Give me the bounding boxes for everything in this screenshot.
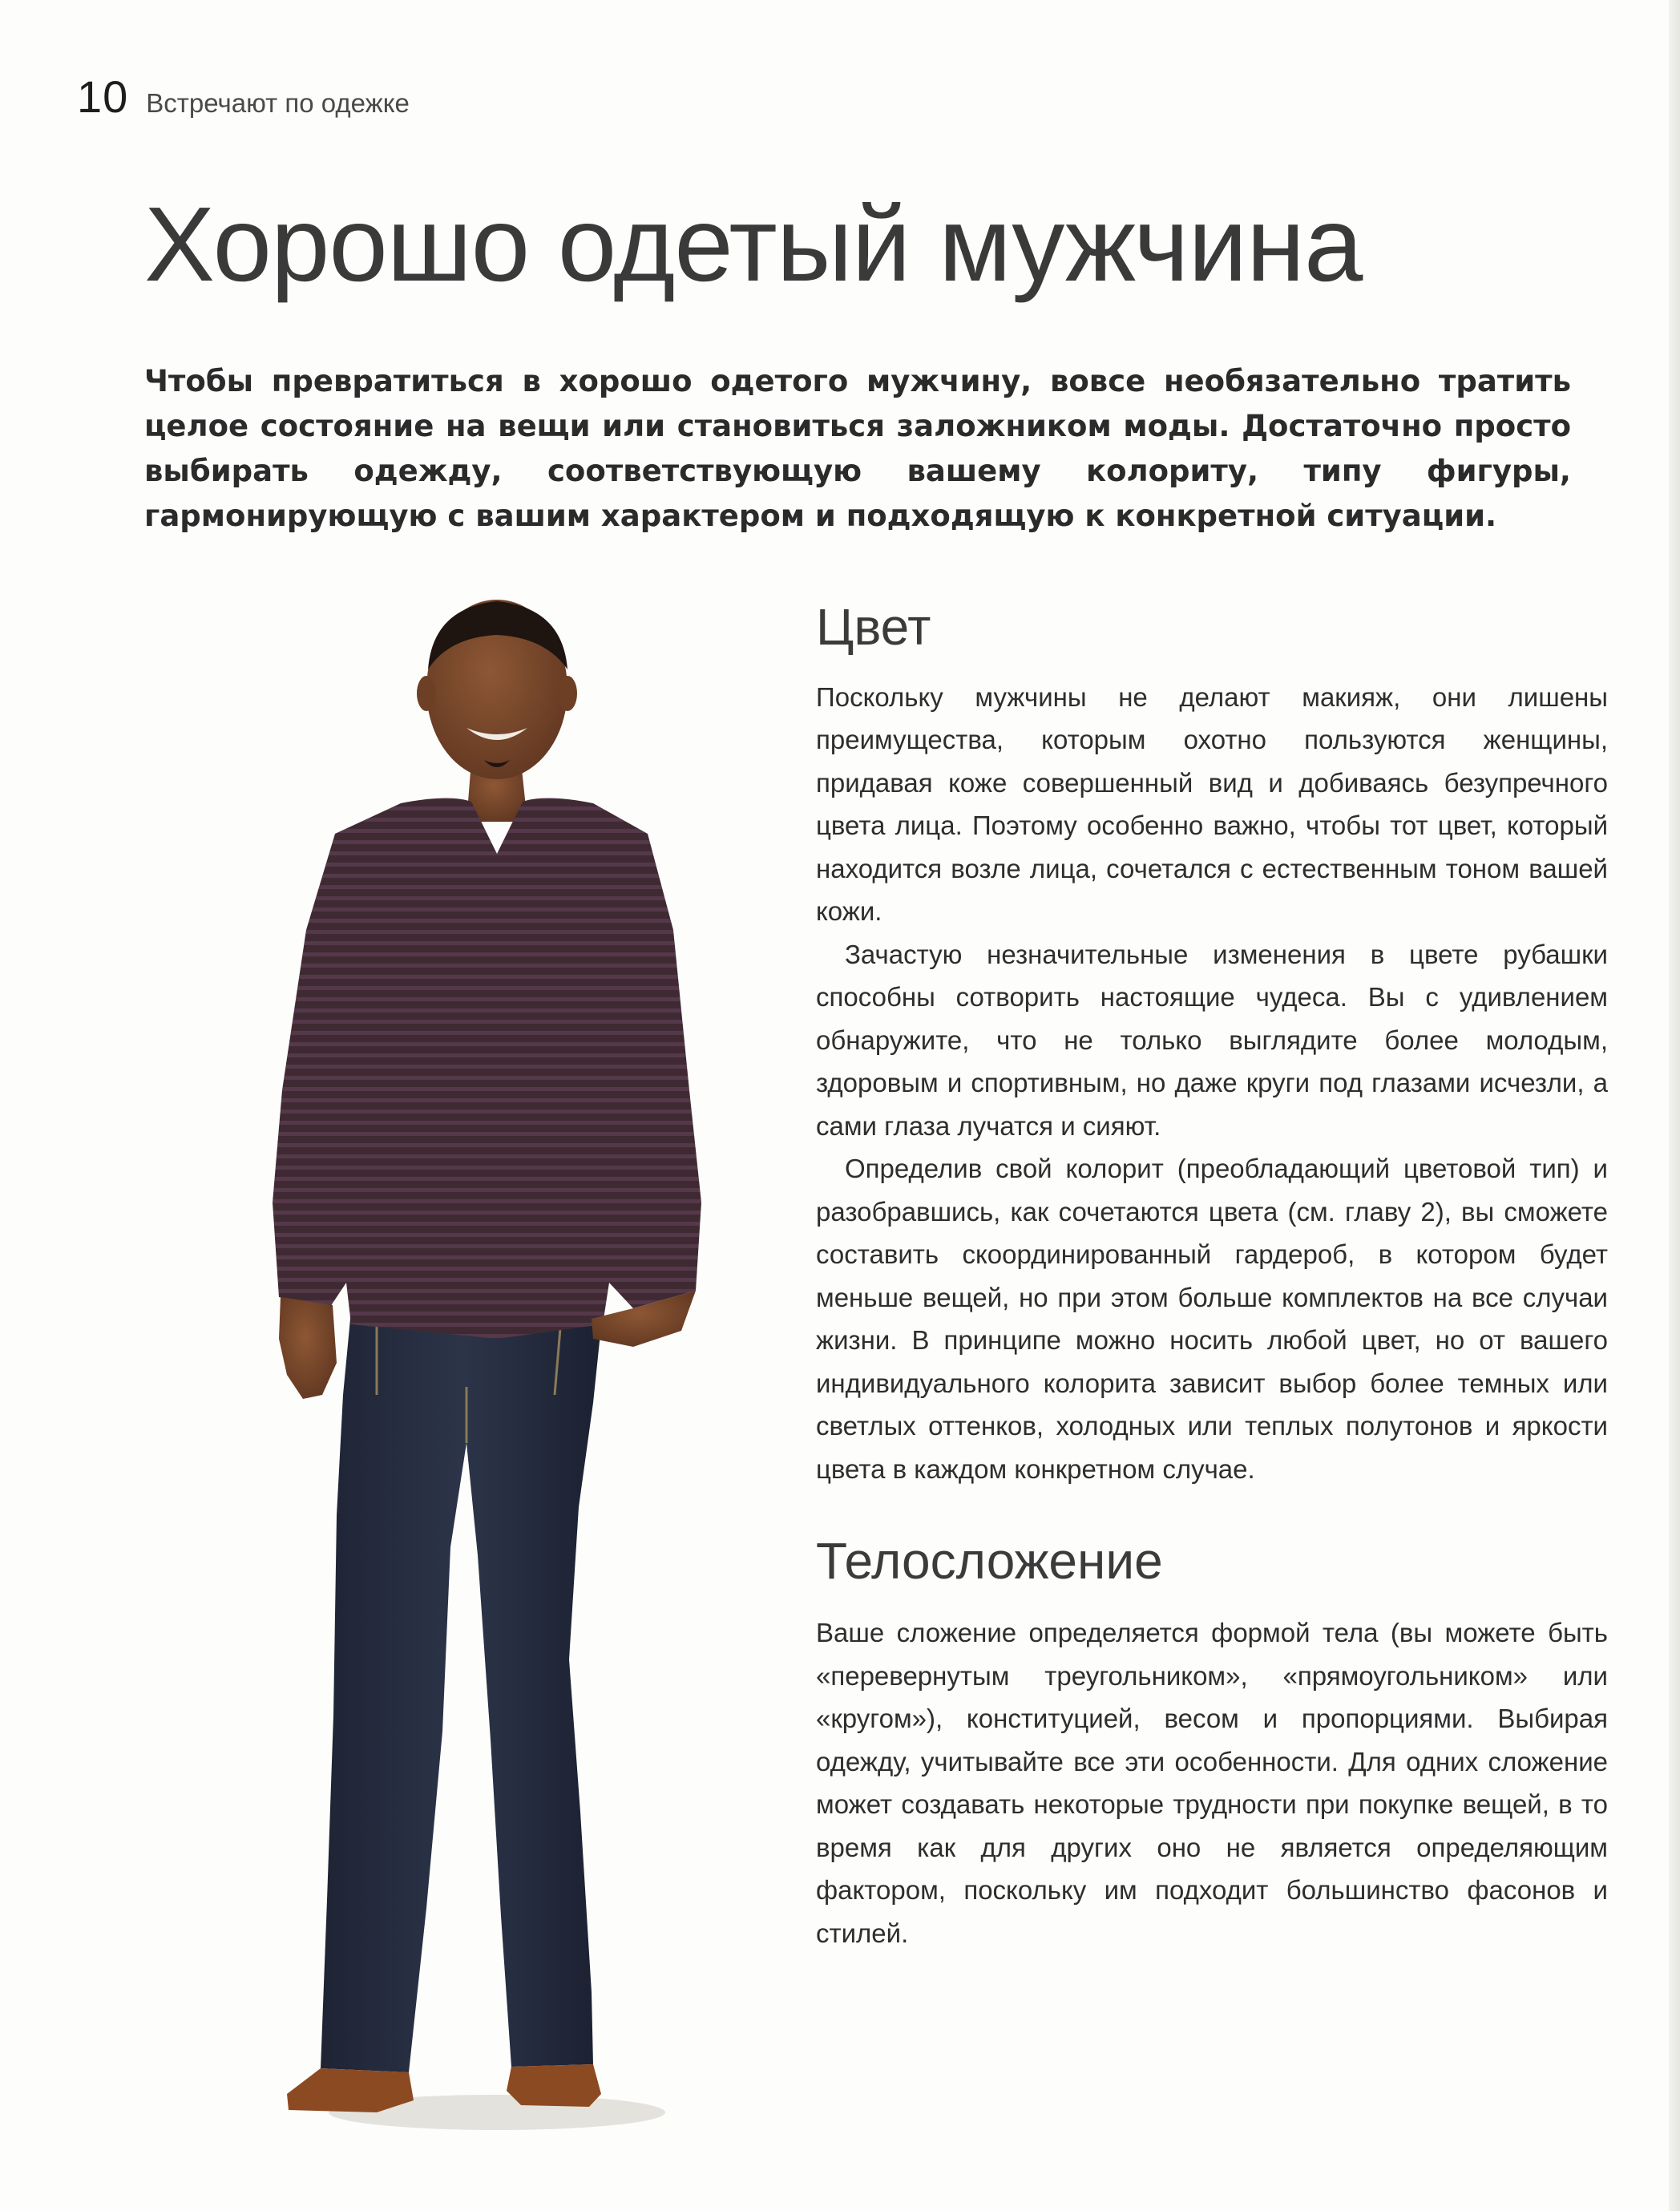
page-title: Хорошо одетый мужчина: [144, 185, 1363, 303]
sweater: [273, 798, 701, 1339]
main-content: [816, 596, 1608, 1954]
jeans: [321, 1311, 603, 2072]
lead-paragraph: Чтобы превратиться в хорошо одетого мужчину, вовсе необязательно тратить целое состояние на вещи или становиться заложником моды. Достаточно просто выбирать одежду, соответствующую вашему колориту, типу фигуры, гармонирующую с вашим характером и подходящую к конкретной ситуации.: [144, 364, 1571, 533]
page-number: 10: [77, 71, 129, 122]
color-paragraph-2: Зачастую незначительные изменения в цвете рубашки способны сотворить настоящие чудеса. Вы с удивлением обнаружите, что не только выглядите более молодым, здоровым и спортивным, но даже круги под глазами исчезли, а сами глаза лучатся и сияют.: [816, 939, 1608, 1141]
left-hand: [279, 1297, 337, 1399]
section-heading-body-type: Телосложение: [816, 1532, 1163, 1591]
running-head: Встречают по одежке: [146, 88, 410, 118]
section-heading-color: Цвет: [816, 598, 931, 656]
right-shoe: [507, 2064, 601, 2107]
color-paragraph-1: Поскольку мужчины не делают макияж, они лишены преимущества, которым охотно пользуются женщины, придавая коже совершенный вид и добиваясь безупречного цвета лица. Поэтому особенно важно, чтобы тот цвет, который находится возле лица, сочетался с естественным тоном вашей кожи.: [816, 681, 1608, 927]
color-paragraph-3: Определив свой колорит (преобладающий цветовой тип) и разобравшись, как сочетаются цвета (см. главу 2), вы сможете составить скоординированный гардероб, в котором будет меньше вещей, но при этом больше комплектов на все случаи жизни. В принципе можно носить любой цвет, но от вашего индивидуального колорита зависит выбор более темных или светлых оттенков, холодных или теплых полутонов и яркости цвета в каждом конкретном случае.: [816, 1154, 1608, 1484]
left-shoe: [287, 2068, 414, 2112]
left-ear: [417, 676, 436, 711]
right-ear: [558, 676, 577, 711]
page-edge: [1669, 0, 1680, 2211]
page-header: [77, 71, 410, 123]
section-color: [816, 596, 1608, 1490]
body-type-paragraph-1: Ваше сложение определяется формой тела (вы можете быть «перевернутым треугольником», «прямоугольником» или «кругом»), конституцией, весом и пропорциями. Выбирая одежду, учитывайте все эти особенности. Для одних сложение может создавать некоторые трудности при покупке вещей, в то время как для других оно не является определяющим фактором, поскольку им подходит большинство фасонов и стилей.: [816, 1618, 1608, 1948]
section-body-type: [816, 1530, 1608, 1954]
man-photo: [256, 593, 753, 2140]
